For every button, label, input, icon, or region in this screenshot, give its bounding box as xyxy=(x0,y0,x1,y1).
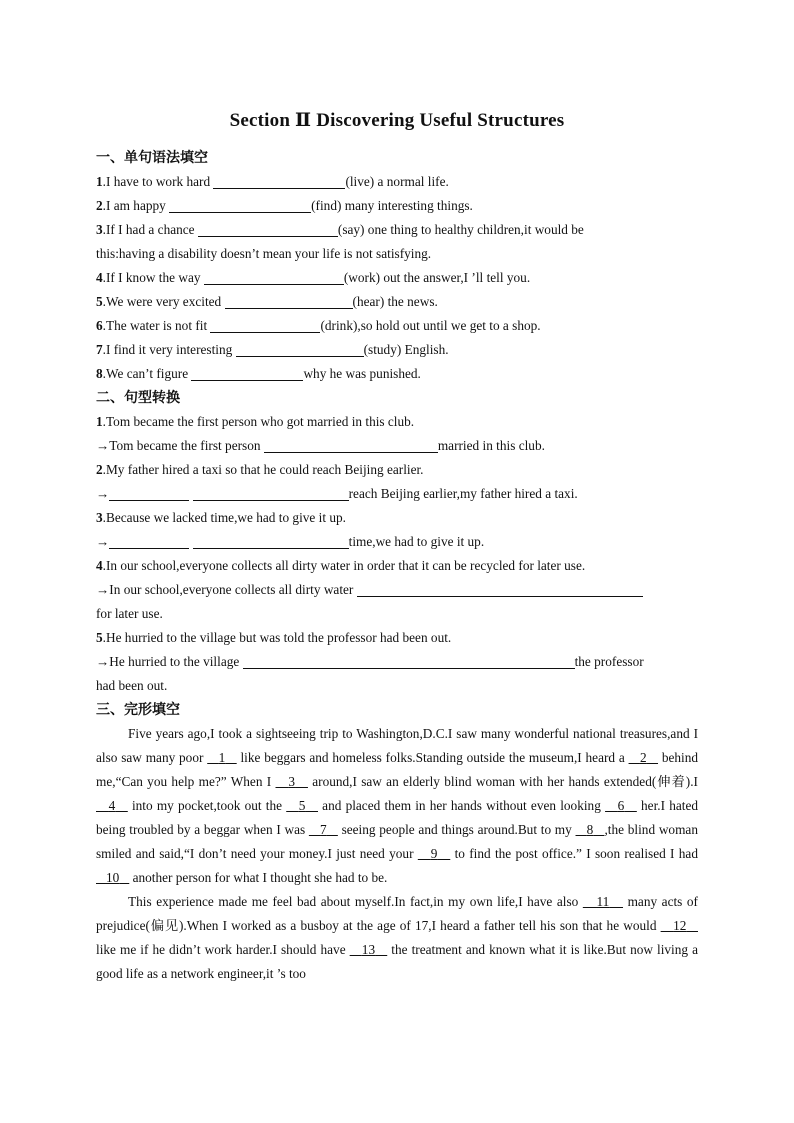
transform-items xyxy=(96,410,698,698)
question-number: 5 xyxy=(96,294,103,309)
rewrite-text: time,we had to give it up. xyxy=(348,534,485,549)
question-item xyxy=(96,290,698,314)
blank-number: 8 xyxy=(586,822,594,837)
question-number: 1 xyxy=(96,414,103,429)
rewrite-text: for later use. xyxy=(96,606,163,621)
passage-text: around,I saw an elderly blind woman with her hands extended(伸着).I xyxy=(307,774,698,789)
answer-blank[interactable] xyxy=(236,341,364,357)
blank-number: 13 xyxy=(361,942,376,957)
answer-blank[interactable] xyxy=(109,533,189,549)
question-item xyxy=(96,506,698,530)
answer-blank[interactable] xyxy=(357,581,643,597)
blank-number: 1 xyxy=(218,750,226,765)
question-text: .Tom became the first person who got married in this club. xyxy=(102,414,415,429)
rewrite-line xyxy=(96,578,698,602)
passage-text: into my pocket,took out the xyxy=(127,798,287,813)
passage-text: many acts of prejudice(偏见).When I worked as a busboy at the age of 17,I heard a father tell his son that he would xyxy=(96,894,698,933)
passage-text: seeing people and things around.But to my xyxy=(337,822,576,837)
question-item xyxy=(96,626,698,650)
question-text: (live) a normal life. xyxy=(345,174,449,189)
blank-number: 10 xyxy=(105,870,120,885)
question-text: .We were very excited xyxy=(102,294,225,309)
cloze-blank xyxy=(276,774,308,789)
rewrite-text: had been out. xyxy=(96,678,168,693)
section-heading-grammar: 一、单句语法填空 xyxy=(96,150,208,166)
question-item xyxy=(96,266,698,290)
blank-number: 5 xyxy=(298,798,306,813)
cloze-blank xyxy=(96,870,129,885)
rewrite-text: → xyxy=(96,534,110,549)
rewrite-text: →He hurried to the village xyxy=(96,654,243,669)
rewrite-text: married in this club. xyxy=(437,438,545,453)
rewrite-line xyxy=(96,482,698,506)
passage-text: like beggars and homeless folks.Standing outside the museum,I heard a xyxy=(236,750,629,765)
question-item xyxy=(96,458,698,482)
answer-blank[interactable] xyxy=(213,173,345,189)
question-item xyxy=(96,554,698,578)
question-number: 2 xyxy=(96,198,103,213)
passage-text: This experience made me feel bad about myself.In fact,in my own life,I have also xyxy=(128,894,583,909)
cloze-passage xyxy=(96,890,698,986)
rewrite-text: reach Beijing earlier,my father hired a taxi. xyxy=(348,486,578,501)
question-number: 3 xyxy=(96,222,103,237)
answer-blank[interactable] xyxy=(198,221,338,237)
question-item xyxy=(96,410,698,434)
question-text: .Because we lacked time,we had to give it up. xyxy=(102,510,346,525)
question-text: (say) one thing to healthy children,it would be xyxy=(337,222,584,237)
question-text: (find) many interesting things. xyxy=(311,198,473,213)
question-text: .He hurried to the village but was told the professor had been out. xyxy=(102,630,452,645)
question-number: 6 xyxy=(96,318,103,333)
blank-number: 3 xyxy=(288,774,296,789)
cloze-blank xyxy=(605,798,637,813)
cloze-blank xyxy=(309,822,338,837)
question-text: .I am happy xyxy=(102,198,170,213)
cloze-blank xyxy=(629,750,658,765)
question-item-continued xyxy=(96,242,698,266)
question-text: .We can’t figure xyxy=(102,366,192,381)
blank-number: 11 xyxy=(596,894,610,909)
question-text: .If I know the way xyxy=(102,270,204,285)
question-text: (study) English. xyxy=(363,342,449,357)
answer-blank[interactable] xyxy=(191,365,303,381)
question-number: 5 xyxy=(96,630,103,645)
question-item xyxy=(96,194,698,218)
question-text: why he was punished. xyxy=(303,366,421,381)
question-text: (work) out the answer,I ’ll tell you. xyxy=(343,270,531,285)
blank-number: 4 xyxy=(108,798,116,813)
blank-number: 12 xyxy=(673,918,687,933)
blank-number: 2 xyxy=(639,750,647,765)
cloze-blank xyxy=(576,822,605,837)
question-text: .I find it very interesting xyxy=(102,342,236,357)
answer-blank[interactable] xyxy=(264,437,438,453)
question-number: 4 xyxy=(96,270,103,285)
cloze-blank xyxy=(661,918,698,933)
rewrite-text: →In our school,everyone collects all dirty water xyxy=(96,582,357,597)
blank-number: 7 xyxy=(320,822,327,837)
answer-blank[interactable] xyxy=(210,317,320,333)
rewrite-line xyxy=(96,530,698,554)
question-number: 8 xyxy=(96,366,103,381)
section-heading-cloze: 三、完形填空 xyxy=(96,702,180,718)
question-item xyxy=(96,218,698,242)
rewrite-line-continued xyxy=(96,602,698,626)
question-number: 1 xyxy=(96,174,103,189)
question-text: .If I had a chance xyxy=(102,222,198,237)
worksheet-page xyxy=(96,106,698,986)
rewrite-text: →Tom became the first person xyxy=(96,438,264,453)
question-number: 3 xyxy=(96,510,103,525)
answer-blank[interactable] xyxy=(243,653,575,669)
cloze-blank xyxy=(286,798,318,813)
blank-number: 6 xyxy=(617,798,625,813)
answer-blank[interactable] xyxy=(225,293,353,309)
question-text: .The water is not fit xyxy=(102,318,211,333)
cloze-blank xyxy=(207,750,236,765)
cloze-blank xyxy=(96,798,128,813)
answer-blank[interactable] xyxy=(193,533,349,549)
section-heading-transform: 二、句型转换 xyxy=(96,390,180,406)
answer-blank[interactable] xyxy=(169,197,311,213)
rewrite-line xyxy=(96,434,698,458)
answer-blank[interactable] xyxy=(193,485,349,501)
question-item xyxy=(96,338,698,362)
cloze-blank xyxy=(583,894,623,909)
passage-text: ,the blind woman smiled and said,“I don’t need your money.I just need your xyxy=(96,822,698,861)
passage-text: behind me,“Can you help me?” When I xyxy=(96,750,699,789)
question-item xyxy=(96,362,698,386)
question-text: (hear) the news. xyxy=(352,294,438,309)
blank-number: 9 xyxy=(430,846,438,861)
question-text: this:having a disability doesn’t mean your life is not satisfying. xyxy=(96,246,432,261)
question-text: .In our school,everyone collects all dirty water in order that it can be recycled for later use. xyxy=(102,558,586,573)
passage-text: to find the post office.” I soon realised I had xyxy=(450,846,698,861)
answer-blank[interactable] xyxy=(204,269,344,285)
passage-text: her.I hated being troubled by a beggar when I was xyxy=(96,798,698,837)
answer-blank[interactable] xyxy=(109,485,189,501)
cloze-blank xyxy=(418,846,450,861)
cloze-passage xyxy=(96,722,698,890)
question-text: .My father hired a taxi so that he could reach Beijing earlier. xyxy=(102,462,424,477)
question-text: (drink),so hold out until we get to a shop. xyxy=(320,318,541,333)
passage-text: Five years ago,I took a sightseeing trip to Washington,D.C.I saw many wonderful national treasures,and I also saw many poor xyxy=(96,726,698,765)
rewrite-text: the professor xyxy=(574,654,644,669)
rewrite-text: → xyxy=(96,486,110,501)
question-item xyxy=(96,314,698,338)
question-number: 2 xyxy=(96,462,103,477)
question-item xyxy=(96,170,698,194)
grammar-items xyxy=(96,170,698,386)
question-number: 7 xyxy=(96,342,103,357)
rewrite-line xyxy=(96,650,698,674)
passage-text: another person for what I thought she had to be. xyxy=(129,870,388,885)
passage-text: and placed them in her hands without even looking xyxy=(318,798,606,813)
rewrite-line-continued xyxy=(96,674,698,698)
page-title: Section Ⅱ Discovering Useful Structures xyxy=(229,110,565,131)
passage-text: the treatment and known what it is like.But now living a good life as a network engineer,it ’s too xyxy=(96,942,698,981)
cloze-blank xyxy=(350,942,388,957)
passage-text: like me if he didn’t work harder.I should have xyxy=(96,942,350,957)
question-number: 4 xyxy=(96,558,103,573)
question-text: .I have to work hard xyxy=(102,174,214,189)
